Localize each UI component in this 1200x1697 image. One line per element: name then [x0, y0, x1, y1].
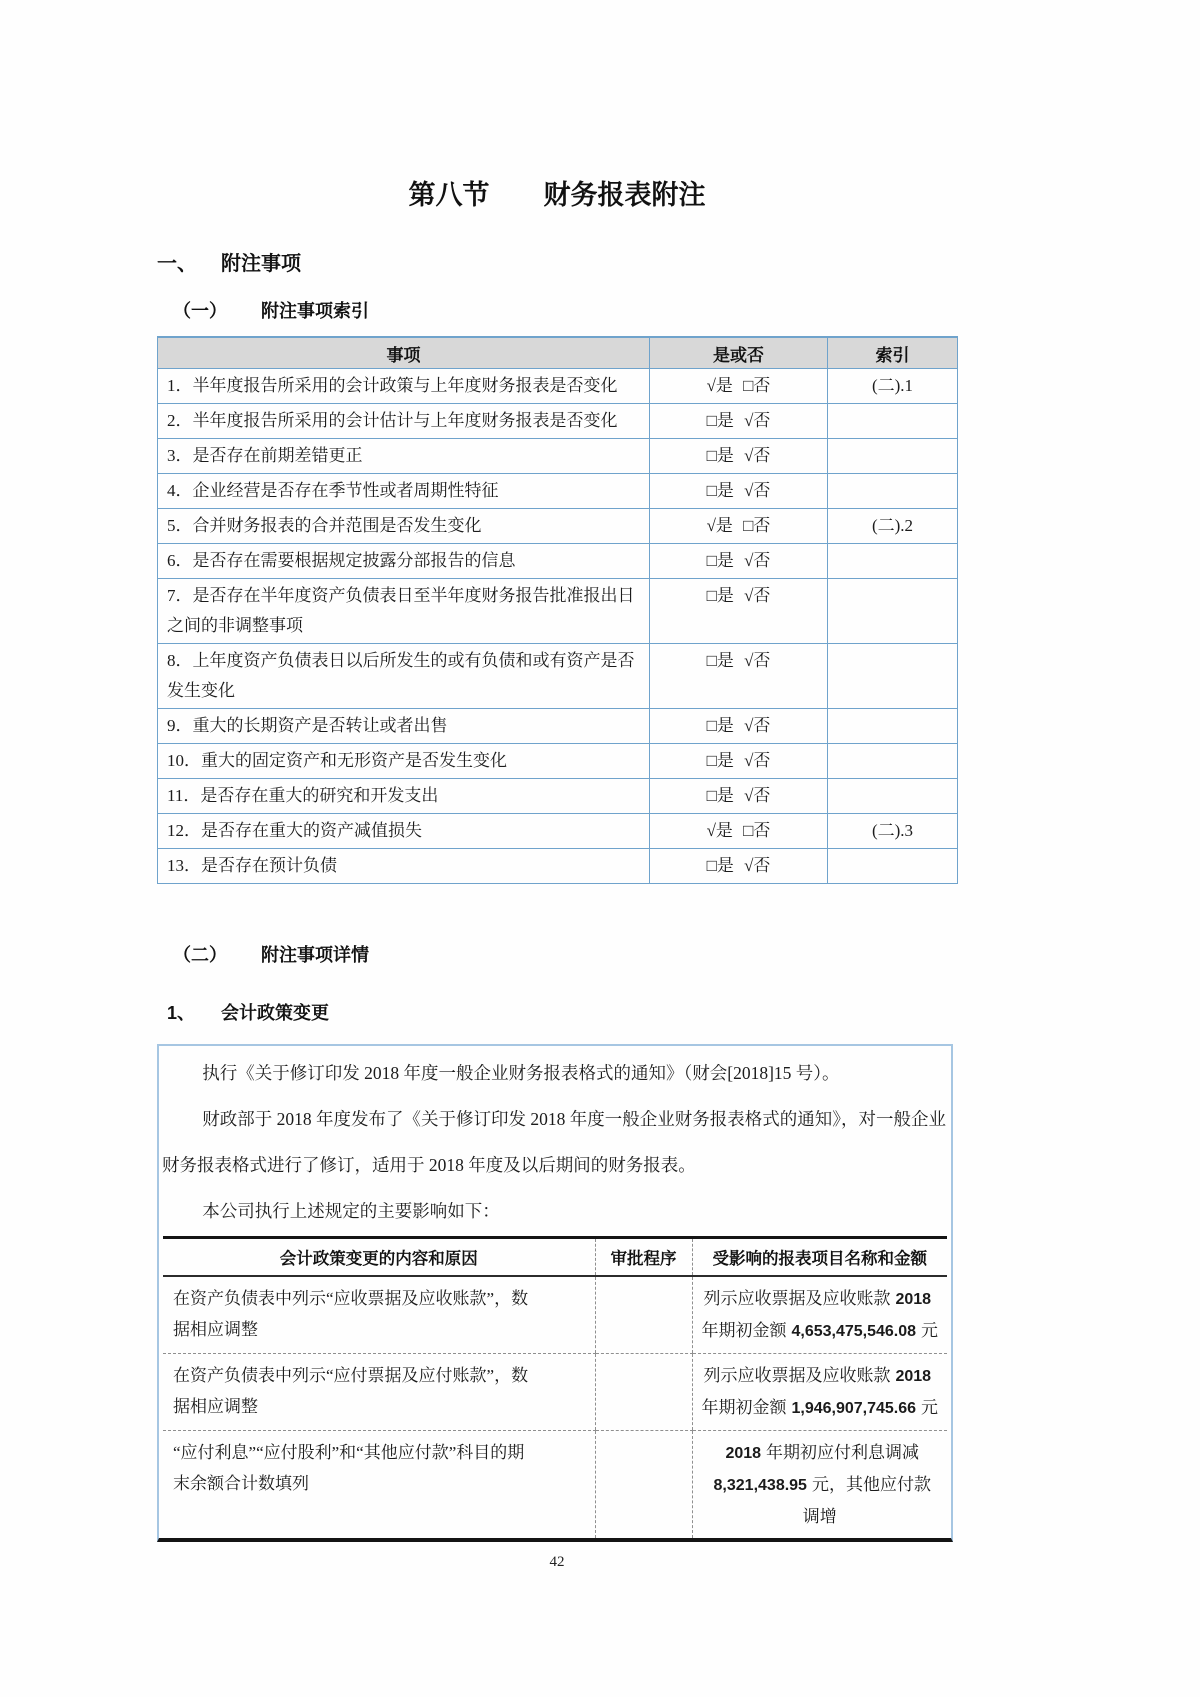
index-cell [828, 474, 958, 509]
page-content [157, 0, 957, 1571]
table-row [158, 709, 958, 744]
yesno-cell: □是 √否 [650, 474, 828, 509]
paragraph-notice: 执行《关于修订印发 2018 年度一般企业财务报表格式的通知》（财会[2018]15 号）。 [202, 1063, 840, 1083]
index-cell [828, 404, 958, 439]
page-title: 第八节 财务报表附注 [408, 180, 706, 210]
impact-cell [692, 1431, 947, 1539]
col-header-content: 会计政策变更的内容和原因 [163, 1238, 595, 1277]
procedure-cell [595, 1276, 692, 1354]
impact-unit: 元 [921, 1398, 939, 1417]
table-row [163, 1276, 947, 1354]
yesno-cell: □是 √否 [650, 744, 828, 779]
item-number: 1、 [167, 1003, 196, 1023]
subsection-label: 附注事项索引 [261, 301, 369, 321]
yesno-cell: √是 □否 [650, 814, 828, 849]
yesno-cell: √是 □否 [650, 509, 828, 544]
item-cell: 7．是否存在半年度资产负债表日至半年度财务报告批准报出日之间的非调整事项 [158, 579, 650, 644]
col-header-procedure: 审批程序 [595, 1238, 692, 1277]
notes-index-table [157, 336, 958, 884]
subsection-label: 附注事项详情 [261, 945, 369, 965]
paragraph-mof-release: 财政部于 2018 年度发布了《关于修订印发 2018 年度一般企业财务报表格式的通知》，对一般企业财务报表格式进行了修订，适用于 2018 年度及以后期间的财务报表。 [162, 1109, 946, 1175]
impact-year: 2018 [895, 1368, 932, 1385]
yesno-cell: □是 √否 [650, 849, 828, 884]
item-heading-accounting-policy-change [167, 1002, 957, 1024]
table-row [158, 779, 958, 814]
item-label: 会计政策变更 [221, 1003, 330, 1023]
table-row [163, 1431, 947, 1539]
section-number: 一、 [157, 253, 197, 275]
index-cell [828, 744, 958, 779]
subsection-number: （一） [173, 301, 227, 321]
table-row [158, 579, 958, 644]
section-label: 附注事项 [221, 253, 301, 275]
impact-text: 列示应收票据及应收账款 [703, 1289, 891, 1308]
col-header-impact: 受影响的报表项目名称和金额 [692, 1238, 947, 1277]
item-cell: 12．是否存在重大的资产减值损失 [158, 814, 650, 849]
index-cell: (二).2 [828, 509, 958, 544]
table-header-row [158, 337, 958, 369]
table-row [158, 814, 958, 849]
item-cell: 6．是否存在需要根据规定披露分部报告的信息 [158, 544, 650, 579]
yesno-cell: √是 □否 [650, 369, 828, 404]
yesno-cell: □是 √否 [650, 579, 828, 644]
procedure-cell [595, 1354, 692, 1431]
index-cell [828, 779, 958, 814]
impact-text: 年期初应付利息调减 [766, 1443, 920, 1462]
item-cell: 13．是否存在预计负债 [158, 849, 650, 884]
index-cell [828, 644, 958, 709]
impact-text: 年期初金额 [701, 1321, 787, 1340]
index-cell [828, 579, 958, 644]
impact-amount: 4,653,475,546.08 [791, 1323, 917, 1340]
impact-cell [692, 1276, 947, 1354]
impact-year: 2018 [725, 1445, 762, 1462]
subsection-number: （二） [173, 945, 227, 965]
col-header-yesno: 是或否 [650, 337, 828, 369]
table-row [158, 544, 958, 579]
item-cell: 2．半年度报告所采用的会计估计与上年度财务报表是否变化 [158, 404, 650, 439]
impact-amount: 1,946,907,745.66 [791, 1400, 917, 1417]
table-row [158, 509, 958, 544]
item-cell: 8．上年度资产负债表日以后所发生的或有负债和或有资产是否发生变化 [158, 644, 650, 709]
index-cell [828, 849, 958, 884]
item-cell: 9．重大的长期资产是否转让或者出售 [158, 709, 650, 744]
impact-cell [692, 1354, 947, 1431]
procedure-cell [595, 1431, 692, 1539]
col-header-item: 事项 [158, 337, 650, 369]
item-cell: 4．企业经营是否存在季节性或者周期性特征 [158, 474, 650, 509]
index-cell: (二).3 [828, 814, 958, 849]
impact-amount: 8,321,438.95 [713, 1477, 807, 1494]
item-cell: 3．是否存在前期差错更正 [158, 439, 650, 474]
paragraph-impact-intro: 本公司执行上述规定的主要影响如下： [202, 1201, 500, 1221]
content-cell: 在资产负债表中列示“应收票据及应收账款”，数据相应调整 [163, 1276, 595, 1354]
yesno-cell: □是 √否 [650, 644, 828, 709]
item-cell: 10．重大的固定资产和无形资产是否发生变化 [158, 744, 650, 779]
item-cell: 5．合并财务报表的合并范围是否发生变化 [158, 509, 650, 544]
yesno-cell: □是 √否 [650, 779, 828, 814]
policy-change-table [163, 1236, 947, 1538]
index-cell [828, 439, 958, 474]
subsection-heading-index [173, 300, 957, 322]
index-cell [828, 709, 958, 744]
index-cell [828, 544, 958, 579]
impact-year: 2018 [895, 1291, 932, 1308]
impact-text: 列示应收票据及应收账款 [703, 1366, 891, 1385]
content-cell: 在资产负债表中列示“应付票据及应付账款”，数据相应调整 [163, 1354, 595, 1431]
table-row [158, 369, 958, 404]
impact-unit: 元 [921, 1321, 939, 1340]
item-cell: 11．是否存在重大的研究和开发支出 [158, 779, 650, 814]
page-number: 42 [549, 1554, 565, 1570]
item-cell: 1．半年度报告所采用的会计政策与上年度财务报表是否变化 [158, 369, 650, 404]
table-row [158, 744, 958, 779]
subsection-heading-details [173, 944, 957, 966]
impact-text: 年期初金额 [701, 1398, 787, 1417]
table-row [158, 439, 958, 474]
table-header-row [163, 1238, 947, 1277]
table-row [158, 474, 958, 509]
table-row [158, 644, 958, 709]
table-row [163, 1354, 947, 1431]
impact-text: 元，其他应付款调增 [802, 1475, 931, 1526]
yesno-cell: □是 √否 [650, 404, 828, 439]
policy-change-section-box [157, 1044, 953, 1542]
table-row [158, 404, 958, 439]
table-row [158, 849, 958, 884]
section-heading-notes [157, 252, 957, 276]
col-header-index: 索引 [828, 337, 958, 369]
yesno-cell: □是 √否 [650, 544, 828, 579]
index-cell: (二).1 [828, 369, 958, 404]
content-cell: “应付利息”“应付股利”和“其他应付款”科目的期末余额合计数填列 [173, 1443, 525, 1493]
yesno-cell: □是 √否 [650, 439, 828, 474]
yesno-cell: □是 √否 [650, 709, 828, 744]
